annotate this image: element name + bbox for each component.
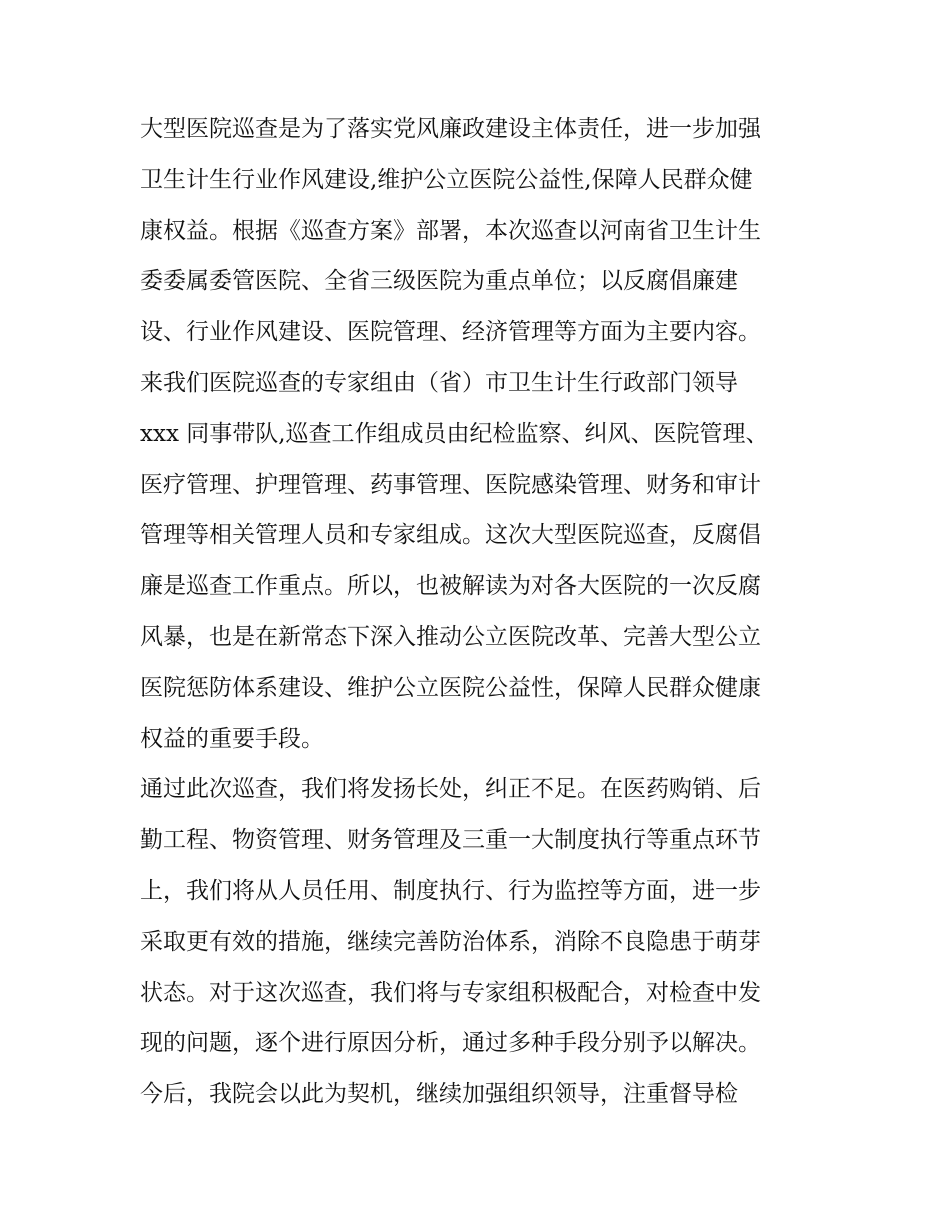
text-line: 廉是巡查工作重点。所以，也被解读为对各大医院的一次反腐 xyxy=(140,573,761,600)
body-text xyxy=(140,104,820,1120)
text-line: 医疗管理、护理管理、药事管理、医院感染管理、财务和审计 xyxy=(140,471,761,498)
text-line: 通过此次巡查，我们将发扬长处，纠正不足。在医药购销、后 xyxy=(140,776,761,803)
text-line: 采取更有效的措施，继续完善防治体系，消除不良隐患于萌芽 xyxy=(140,928,761,955)
text-line: 医院惩防体系建设、维护公立医院公益性，保障人民群众健康 xyxy=(140,674,761,701)
text-line: 今后，我院会以此为契机，继续加强组织领导，注重督导检 xyxy=(140,1081,738,1108)
text-line: 上，我们将从人员任用、制度执行、行为监控等方面，进一步 xyxy=(140,877,761,904)
text-line: 状态。对于这次巡查，我们将与专家组积极配合，对检查中发 xyxy=(140,979,761,1006)
text-line: 设、行业作风建设、医院管理、经济管理等方面为主要内容。 xyxy=(140,319,761,346)
text-line: xxx 同事带队,巡查工作组成员由纪检监察、纠风、医院管理、 xyxy=(140,420,769,447)
text-line: 康权益。根据《巡查方案》部署，本次巡查以河南省卫生计生 xyxy=(140,217,761,244)
text-line: 勤工程、物资管理、财务管理及三重一大制度执行等重点环节 xyxy=(140,827,761,854)
text-line: 大型医院巡查是为了落实党风廉政建设主体责任，进一步加强 xyxy=(140,116,761,142)
text-line: 权益的重要手段。 xyxy=(140,725,324,752)
text-line: 卫生计生行业作风建设,维护公立医院公益性,保障人民群众健 xyxy=(140,166,753,193)
text-line: 管理等相关管理人员和专家组成。这次大型医院巡查，反腐倡 xyxy=(140,522,761,549)
text-line: 委委属委管医院、全省三级医院为重点单位；以反腐倡廉建 xyxy=(140,268,738,295)
text-line: 现的问题，逐个进行原因分析，通过多种手段分别予以解决。 xyxy=(140,1030,761,1057)
text-line: 风暴，也是在新常态下深入推动公立医院改革、完善大型公立 xyxy=(140,623,761,650)
text-line: 来我们医院巡查的专家组由（省）市卫生计生行政部门领导 xyxy=(140,369,738,396)
